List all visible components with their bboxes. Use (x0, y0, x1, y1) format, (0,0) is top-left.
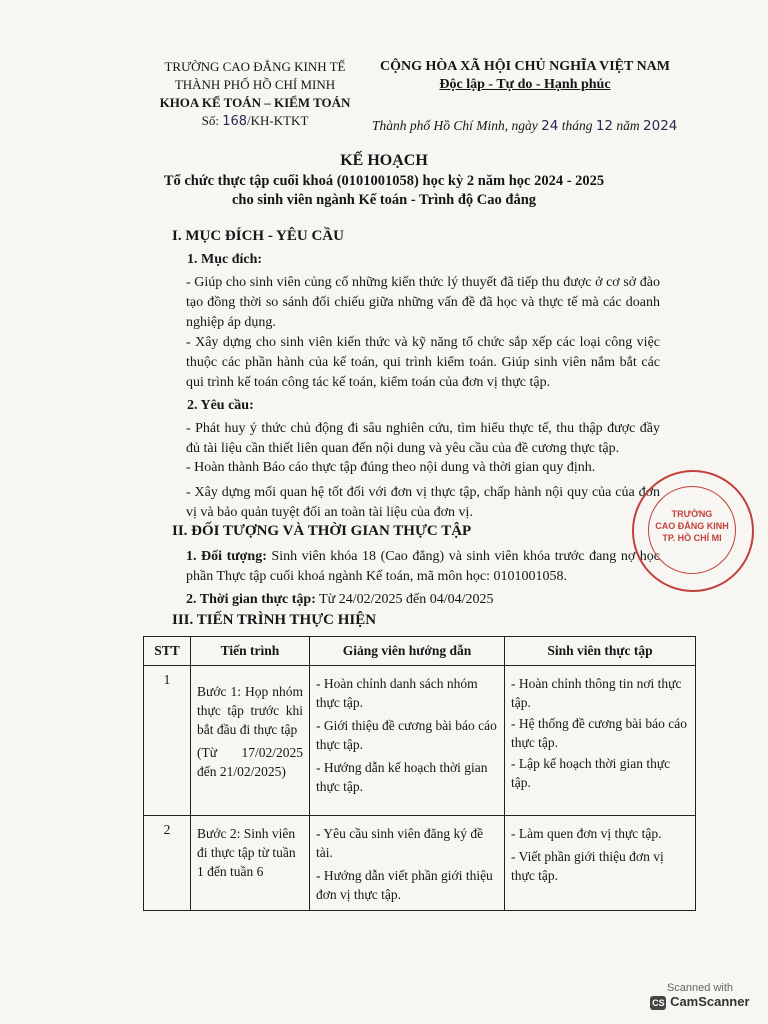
column-header-teacher: Giảng viên hướng dẫn (310, 637, 505, 666)
issuer-city: THÀNH PHỐ HỒ CHÍ MINH (174, 77, 336, 92)
table-row (144, 666, 696, 816)
table-row (144, 816, 696, 911)
camscanner-watermark: Scanned with CS CamScanner (652, 982, 750, 1009)
row-student: - Làm quen đơn vị thực tập. - Viết phần giới thiệu đơn vị thực tập. (505, 816, 696, 911)
row-teacher: - Yêu cầu sinh viên đăng ký đề tài. - Hướng dẫn viết phần giới thiệu đơn vị thực tập. (310, 816, 505, 911)
document-title: KẾ HOẠCH (340, 152, 428, 169)
document-subtitle-2: cho sinh viên ngành Kế toán - Trình độ Cao đẳng (231, 192, 537, 208)
requirements-paragraph-2: - Hoàn thành Báo cáo thực tập đúng theo nội dung và thời gian quy định. (186, 460, 596, 475)
row-student: - Hoàn chỉnh thông tin nơi thực tập. - Hệ thống đề cương bài báo cáo thực tập. - Lập kế hoạch thời gian thực tập. (505, 666, 696, 816)
document-subtitle-1: Tổ chức thực tập cuối khoá (0101001058) học kỳ 2 năm học 2024 - 2025 (163, 173, 605, 189)
official-seal-stamp (632, 470, 754, 592)
subject-paragraph: 1. Đối tượng: Sinh viên khóa 18 (Cao đẳng) và sinh viên khóa trước đang nợ học phần Thực tập cuối khoá ngành Kế toán, mã môn học: 0101001058. (186, 549, 661, 584)
seal-text: TRƯỜNG CAO ĐẲNG KINH TP. HỒ CHÍ MI (655, 509, 729, 543)
camscanner-logo-icon: CS (652, 998, 665, 1008)
national-motto (360, 58, 690, 94)
row-stt: 2 (144, 816, 191, 911)
requirements-paragraph-1: - Phát huy ý thức chủ động đi sâu nghiên cứu, tìm hiểu thực tế, thu thập được đầy đủ tài liệu cần thiết liên quan đến nội dung và yêu cầu của đề cương thực tập. (186, 421, 660, 456)
issuer-faculty: KHOA KẾ TOÁN – KIỂM TOÁN (159, 95, 351, 110)
purpose-paragraph-1: - Giúp cho sinh viên củng cố những kiến thức lý thuyết đã tiếp thu được ở cơ sở đào tạo đồng thời so sánh đối chiếu giữa những vấn đề đã học và thực tế mà các doanh nghiệp áp dụng. (186, 275, 660, 330)
table-header-row (144, 637, 696, 666)
motto: Độc lập - Tự do - Hạnh phúc (439, 77, 611, 92)
issuer-school: TRƯỜNG CAO ĐẲNG KINH TẾ (164, 59, 346, 74)
issue-date: Thành phố Hồ Chí Minh, ngày 24 tháng 12 năm 2024 (372, 118, 678, 134)
purpose-heading: 1. Mục đích: (187, 252, 263, 267)
document-number-handwritten: 168 (222, 114, 248, 129)
purpose-paragraph-2: - Xây dựng cho sinh viên kiến thức và kỹ năng tổ chức sắp xếp các loại công việc thuộc các phần hành của kế toán, qui trình kiểm toán. Giúp sinh viên nắm bắt các qui trình kế toán công tác kế toán, kiểm toán của đơn vị thực tập. (186, 335, 660, 390)
requirements-heading: 2. Yêu cầu: (187, 398, 254, 413)
requirements-paragraph-3: - Xây dựng mối quan hệ tốt đối với đơn vị thực tập, chấp hành nội quy của của đơn vị và bảo quản tuyệt đối an toàn tài liệu của đơn vị. (186, 485, 660, 520)
document-number: Số: 168/KH-KTKT (201, 113, 309, 129)
country-name: CỘNG HÒA XÃ HỘI CHỦ NGHĨA VIỆT NAM (379, 59, 670, 74)
column-header-step: Tiến trình (191, 637, 310, 666)
issue-month: 12 (595, 118, 614, 134)
time-paragraph: 2. Thời gian thực tập: Từ 24/02/2025 đến 04/04/2025 (186, 592, 494, 607)
issuer-block (130, 58, 380, 131)
row-step: Bước 2: Sinh viên đi thực tập từ tuần 1 đến tuần 6 (191, 816, 310, 911)
column-header-stt: STT (144, 637, 191, 666)
section-3-heading: III. TIẾN TRÌNH THỰC HIỆN (172, 612, 377, 628)
issue-day: 24 (541, 118, 559, 134)
progress-table (143, 636, 696, 911)
column-header-student: Sinh viên thực tập (505, 637, 696, 666)
row-teacher: - Hoàn chỉnh danh sách nhóm thực tập. - Giới thiệu đề cương bài báo cáo thực tập. - Hướng dẫn kế hoạch thời gian thực tập. (310, 666, 505, 816)
row-stt: 1 (144, 666, 191, 816)
section-1-heading: I. MỤC ĐÍCH - YÊU CẦU (172, 228, 344, 244)
section-2-heading: II. ĐỐI TƯỢNG VÀ THỜI GIAN THỰC TẬP (172, 523, 472, 539)
row-step: Bước 1: Họp nhóm thực tập trước khi bắt đầu đi thực tập (Từ 17/02/2025 đến 21/02/2025) (191, 666, 310, 816)
issue-year: 2024 (643, 118, 678, 134)
